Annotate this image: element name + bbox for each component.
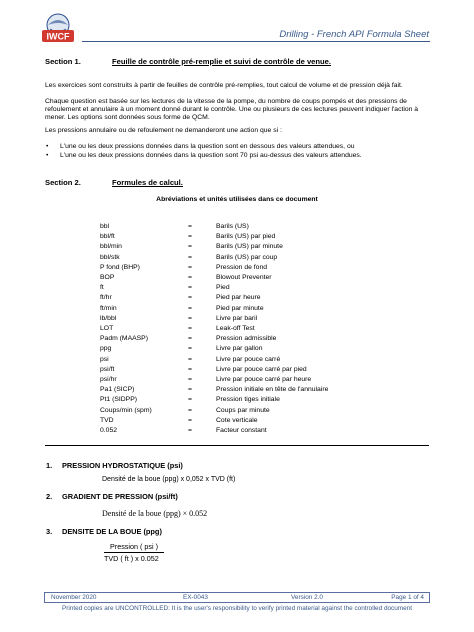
abbreviation-row — [100, 375, 400, 384]
abbreviation-row — [100, 406, 400, 415]
abbreviation-description: Barils (US) par coup — [216, 253, 278, 261]
formula-2-number: 2. — [46, 492, 53, 501]
abbreviation-row — [100, 355, 400, 364]
abbreviation-description: Livre par gallon — [216, 345, 263, 353]
bullet-dot-icon: • — [46, 152, 49, 159]
abbreviation-equals: = — [188, 253, 192, 261]
footer-page-number: Page 1 of 4 — [391, 594, 424, 601]
abbreviation-row — [100, 324, 400, 333]
formula-1-title: PRESSION HYDROSTATIQUE (psi) — [62, 461, 183, 470]
abbreviation-row — [100, 222, 400, 231]
abbreviation-term: BOP — [100, 274, 115, 281]
abbreviation-equals: = — [188, 314, 192, 322]
abbreviation-description: Cote verticale — [216, 416, 258, 424]
abbreviation-equals: = — [188, 386, 192, 394]
abbreviation-equals: = — [188, 233, 192, 241]
abbreviation-term: ft/min — [100, 304, 117, 312]
footer-bar — [44, 592, 430, 603]
formula-3-fraction — [104, 542, 164, 563]
bullet-dot-icon: • — [46, 143, 49, 150]
abbreviation-description: Livre par pouce carré par pied — [216, 365, 307, 373]
section-1-paragraph-3: Les pressions annulaire ou de refoulement ne demanderont une action que si : — [45, 127, 282, 134]
section-divider — [45, 445, 429, 446]
abbreviation-description: Barils (US) — [216, 223, 249, 230]
footer-doc-id: EX-0043 — [183, 594, 208, 601]
abbreviation-term: LOT — [100, 325, 114, 332]
abbreviation-description: Facteur constant — [216, 427, 267, 434]
section-1-bullet-1: L'une ou les deux pressions données dans la question sont en dessous des valeurs attendues, ou — [60, 143, 355, 150]
abbreviation-term: Coups/min (spm) — [100, 406, 152, 414]
abbreviation-term: Pa1 (SICP) — [100, 386, 135, 394]
formula-3-number: 3. — [46, 527, 53, 536]
abbreviation-description: Blowout Preventer — [216, 274, 272, 281]
abbreviation-description: Pression de fond — [216, 263, 268, 271]
abbreviation-description: Barils (US) par minute — [216, 243, 283, 251]
abbreviation-term: bbl/ft — [100, 233, 115, 241]
abbreviation-term: bbl/stk — [100, 253, 120, 261]
abbreviation-description: Pression initiale en tête de l'annulaire — [216, 386, 329, 394]
section-1-number: Section 1. — [45, 57, 81, 66]
abbreviation-row — [100, 304, 400, 313]
abbreviation-row — [100, 395, 400, 404]
abbreviation-equals: = — [188, 263, 192, 271]
formula-1-expression: Densité de la boue (ppg) x 0,052 x TVD (ft) — [102, 476, 236, 483]
formula-1-number: 1. — [46, 461, 53, 470]
abbreviation-description: Livre par baril — [216, 314, 258, 322]
abbreviation-term: Padm (MAASP) — [100, 335, 148, 343]
abbreviation-row — [100, 293, 400, 302]
abbreviation-description: Coups par minute — [216, 406, 270, 414]
section-1-paragraph-2: Chaque question est basée sur les lectures de la vitesse de la pompe, du nombre de coups pompés et des pressions de refoulement et annulaire à un moment donné durant le contrôle. Une ou plusieurs de ces lectures peuvent indiquer l'action à mener. Les options sont données sous forme de QCM. — [45, 98, 419, 122]
abbreviation-term: 0.052 — [100, 427, 118, 434]
fraction-bar — [104, 552, 164, 553]
abbreviation-equals: = — [188, 427, 192, 434]
document-header-title: Drilling - French API Formula Sheet — [279, 29, 429, 40]
header-divider — [82, 41, 430, 42]
abbreviation-row — [100, 416, 400, 425]
abbreviation-description: Pression admissible — [216, 335, 277, 343]
svg-text:IWCF: IWCF — [46, 31, 70, 42]
abbreviation-row — [100, 253, 400, 262]
abbreviation-row — [100, 283, 400, 292]
abbreviation-term: psi/ft — [100, 365, 115, 373]
abbreviation-equals: = — [188, 416, 192, 424]
section-2-number: Section 2. — [45, 178, 81, 187]
abbreviation-description: Pression tiges initiale — [216, 396, 280, 404]
section-1-title: Feuille de contrôle pré-remplie et suivi de contrôle de venue. — [112, 57, 332, 66]
abbreviation-row — [100, 365, 400, 374]
abbreviation-equals: = — [188, 335, 192, 343]
abbreviation-term: TVD — [100, 416, 114, 424]
abbreviation-description: Leak-off Test — [216, 325, 255, 332]
footer-version: Version 2.0 — [291, 594, 323, 601]
abbreviation-description: Livre par pouce carré par heure — [216, 376, 312, 383]
abbreviation-equals: = — [188, 284, 192, 292]
section-1-bullet-2: L'une ou les deux pressions données dans la question sont 70 psi au-dessus des valeurs attendues. — [60, 152, 362, 159]
abbreviation-term: ppg — [100, 345, 112, 353]
section-1-paragraph-1: Les exercices sont construits à partir de feuilles de contrôle pré-remplies, tout calcul de volume et de pression déjà fait. — [45, 82, 403, 89]
formula-3-numerator: Pression ( psi ) — [110, 542, 158, 551]
abbreviation-description: Pied par minute — [216, 304, 264, 312]
abbreviations-subtitle: Abréviations et unités utilisées dans ce document — [156, 196, 318, 203]
abbreviation-row — [100, 314, 400, 323]
abbreviation-equals: = — [188, 355, 192, 363]
abbreviation-equals: = — [188, 223, 192, 230]
abbreviation-row — [100, 242, 400, 251]
abbreviation-term: ft — [100, 284, 104, 292]
abbreviation-equals: = — [188, 304, 192, 312]
iwcf-logo — [38, 12, 78, 46]
abbreviation-term: Pt1 (SIDPP) — [100, 396, 138, 404]
abbreviation-term: P fond (BHP) — [100, 263, 140, 271]
abbreviation-description: Livre par pouce carré — [216, 355, 281, 363]
abbreviation-term: lb/bbl — [100, 314, 117, 322]
section-2-title: Formules de calcul. — [112, 178, 183, 187]
abbreviation-equals: = — [188, 406, 192, 414]
abbreviation-term: psi — [100, 355, 109, 363]
abbreviation-equals: = — [188, 243, 192, 251]
formula-2-title: GRADIENT DE PRESSION (psi/ft) — [62, 492, 178, 501]
abbreviation-equals: = — [188, 376, 192, 383]
formula-3-denominator: TVD ( ft ) x 0.052 — [104, 554, 159, 563]
abbreviation-description: Barils (US) par pied — [216, 233, 276, 241]
abbreviation-equals: = — [188, 396, 192, 404]
abbreviation-row — [100, 232, 400, 241]
abbreviation-term: ft/hr — [100, 294, 112, 302]
abbreviation-row — [100, 263, 400, 272]
footer-date: November 2020 — [51, 594, 97, 601]
abbreviation-equals: = — [188, 325, 192, 332]
abbreviation-equals: = — [188, 365, 192, 373]
abbreviation-equals: = — [188, 345, 192, 353]
abbreviation-row — [100, 344, 400, 353]
formula-2-expression: Densité de la boue (ppg) × 0.052 — [102, 509, 208, 518]
abbreviation-description: Pied par heure — [216, 294, 261, 302]
abbreviation-term: bbl/min — [100, 243, 122, 251]
abbreviation-term: bbl — [100, 223, 110, 230]
abbreviation-row — [100, 385, 400, 394]
abbreviation-equals: = — [188, 294, 192, 302]
abbreviation-row — [100, 273, 400, 282]
abbreviation-term: psi/hr — [100, 376, 117, 383]
footer-uncontrolled-note: Printed copies are UNCONTROLLED: It is the user's responsibility to verify printed material against the controlled document — [61, 605, 413, 612]
abbreviation-description: Pied — [216, 284, 230, 292]
formula-3-title: DENSITE DE LA BOUE (ppg) — [62, 527, 162, 536]
abbreviation-row — [100, 426, 400, 435]
abbreviation-row — [100, 334, 400, 343]
abbreviation-equals: = — [188, 274, 192, 281]
